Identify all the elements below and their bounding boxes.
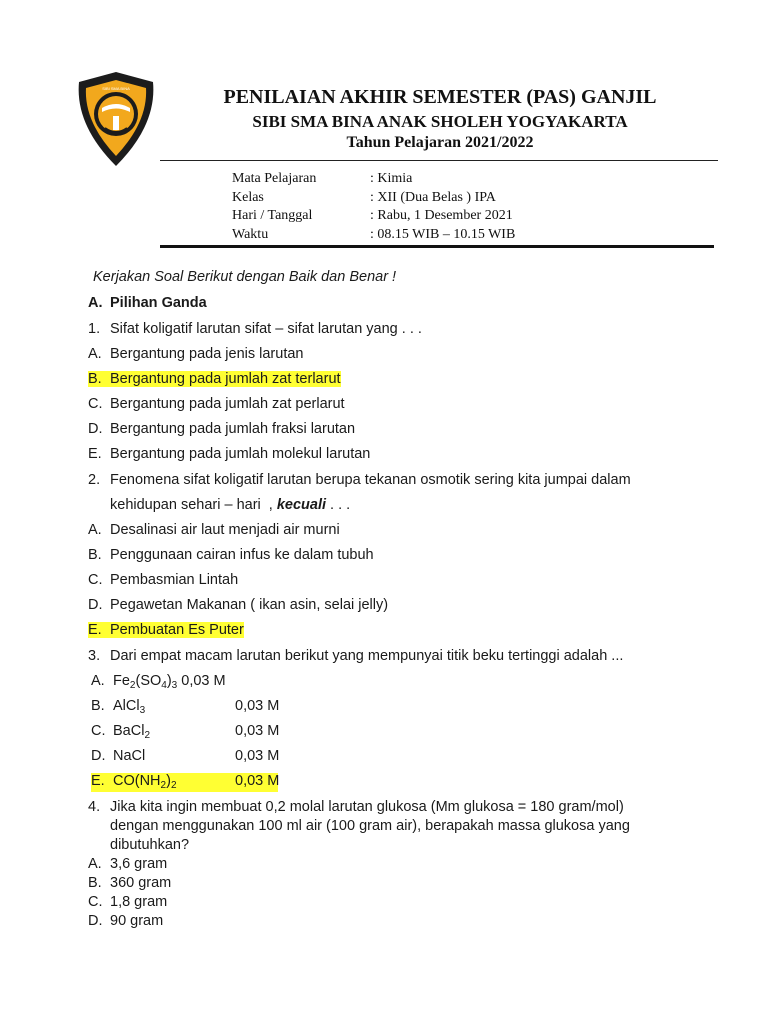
info-label: Kelas [232,189,264,205]
question-2-cont: kehidupan sehari – hari , kecuali . . . [110,497,351,513]
info-divider [160,245,714,248]
info-value: : Kimia [370,171,413,186]
answer-option[interactable]: E. Bergantung pada jumlah molekul larutan [88,446,371,462]
exam-info [232,171,515,245]
answer-option-highlighted[interactable]: E. $CO(NH_2)_2$ 0,03 M [91,773,280,791]
answer-option[interactable]: C. Pembasmian Lintah [88,572,239,588]
question-1: 1. Sifat koligatif larutan sifat – sifat larutan yang . . . [88,321,422,337]
info-label: Hari / Tanggal [232,208,313,223]
answer-option[interactable]: A. Bergantung pada jenis larutan [88,346,304,362]
answer-option[interactable]: B. Penggunaan cairan infus ke dalam tubuh [88,547,374,563]
question-3: 3. Dari empat macam larutan berikut yang mempunyai titik beku tertinggi adalah ... [88,648,624,664]
answer-option[interactable]: A. 3,6 gram [88,856,168,872]
info-row [232,227,515,246]
school-logo [75,70,157,168]
header-divider [160,160,718,161]
answer-option[interactable]: C. Bergantung pada jumlah zat perlarut [88,396,345,412]
answer-option[interactable]: B. 360 gram [88,875,172,891]
answer-option[interactable]: B. AlCl$_3$ 0,03 M [91,698,280,716]
info-value: : Rabu, 1 Desember 2021 [370,208,513,223]
answer-option[interactable]: D. Bergantung pada jumlah fraksi larutan [88,421,356,437]
info-row [232,190,515,209]
school-name: SIBI SMA BINA ANAK SHOLEH YOGYAKARTA [252,112,628,131]
logo-text: SIBI SMA BINA [102,86,130,91]
academic-year: Tahun Pelajaran 2021/2022 [346,134,534,151]
info-row [232,171,515,190]
instruction: Kerjakan Soal Berikut dengan Baik dan Benar ! [93,269,397,285]
info-label: Waktu [232,226,269,242]
answer-option[interactable]: C. BaCl$_2$ 0,03 M [91,723,280,741]
answer-option-highlighted[interactable]: B. Bergantung pada jumlah zat terlarut [88,371,341,387]
answer-option[interactable]: D. NaCl 0,03 M [91,748,280,764]
info-label: Mata Pelajaran [232,171,317,186]
answer-option[interactable]: A. Desalinasi air laut menjadi air murni [88,522,340,538]
info-value: : XII (Dua Belas ) IPA [370,189,496,205]
info-row [232,208,515,227]
answer-option[interactable]: D. 90 gram [88,913,164,929]
answer-option[interactable]: D. Pegawetan Makanan ( ikan asin, selai jelly) [88,597,389,613]
answer-option[interactable]: C. 1,8 gram [88,894,168,910]
question-4-cont: dengan menggunakan 100 ml air (100 gram air), berapakah massa glukosa yang [110,818,630,834]
info-value: : 08.15 WIB – 10.15 WIB [370,226,516,242]
answer-option-highlighted[interactable]: E. Pembuatan Es Puter [88,622,244,638]
section-heading: A. Pilihan Ganda [88,295,207,311]
exam-title: PENILAIAN AKHIR SEMESTER (PAS) GANJIL [223,86,657,108]
answer-option[interactable]: A. $Fe_2(SO_4)_3$ 0,03 M [91,673,226,691]
question-4: 4. Jika kita ingin membuat 0,2 molal larutan glukosa (Mm glukosa = 180 gram/mol) [88,799,624,815]
question-4-cont: dibutuhkan? [110,837,190,853]
question-2: 2. Fenomena sifat koligatif larutan berupa tekanan osmotik sering kita jumpai dalam [88,472,631,488]
